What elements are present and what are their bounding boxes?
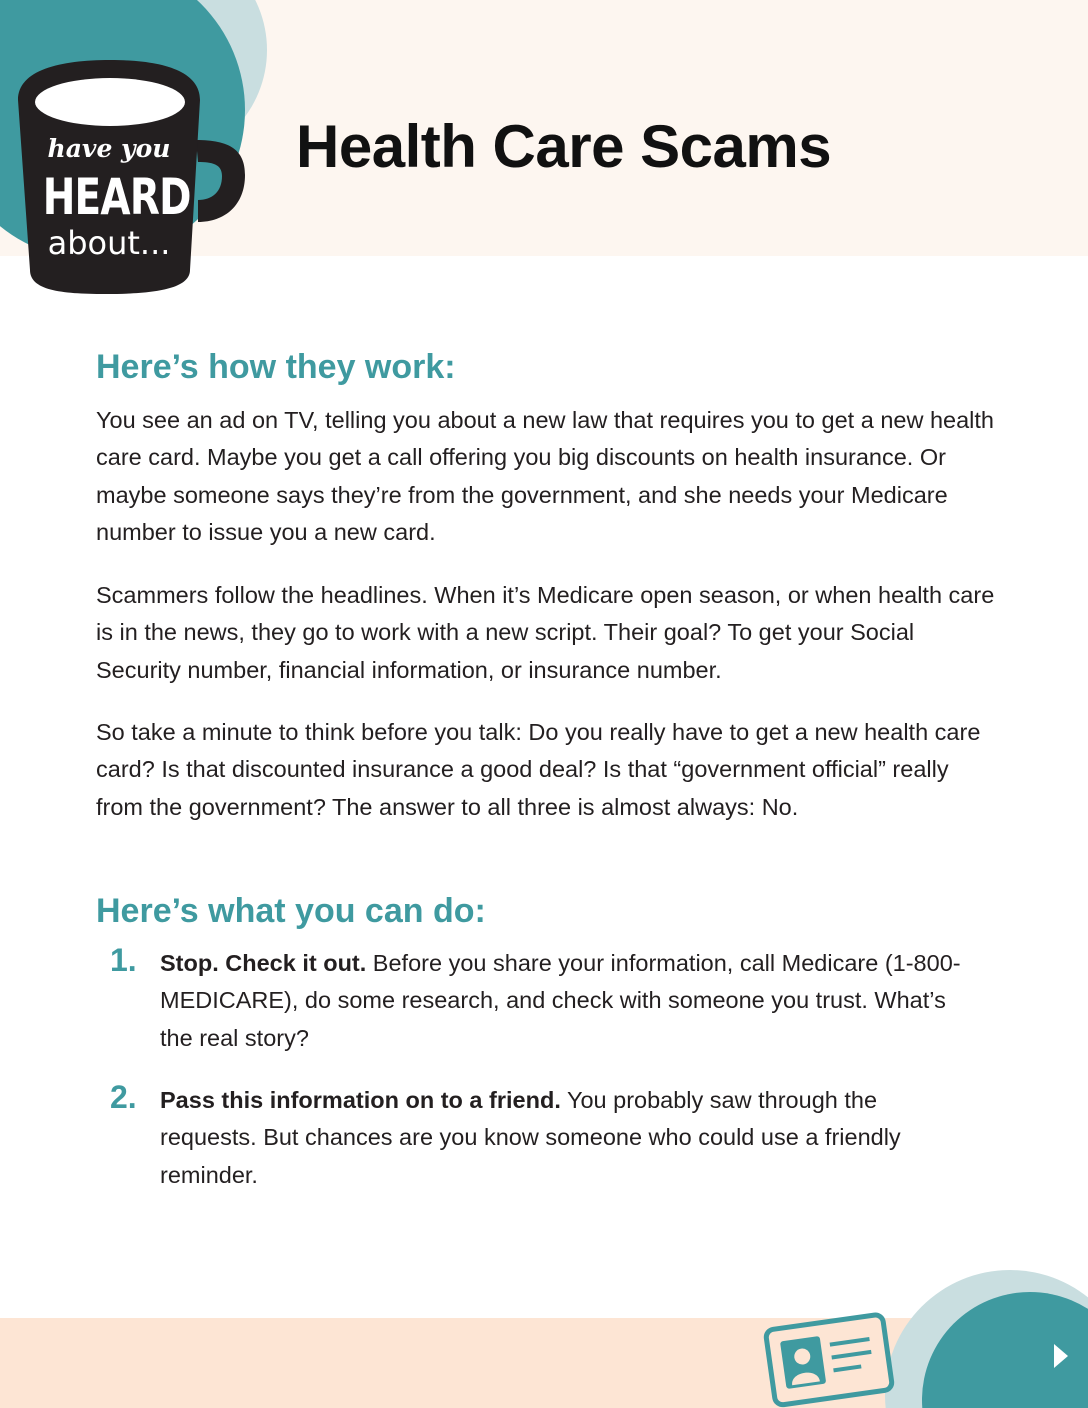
badge-line-heard: HEARD [42,168,191,226]
step-text-1 [160,945,980,1057]
badge-line-have-you: have you [47,134,171,163]
step-lead-2: Pass this information on to a friend. [160,1087,561,1113]
paragraph-1: You see an ad on TV, telling you about a new law that requires you to get a new health care card. Maybe you get a call offering you big discounts on health insurance. Or maybe someone says they’re from the government, and she needs your Medicare number to issue you a new card. [96,407,994,545]
step-body-2: You probably saw through the requests. But chances are you know someone who could use a friendly reminder. [160,1087,901,1188]
next-page-arrow-icon[interactable] [1040,1336,1080,1376]
mug-rim [35,78,185,126]
badge-line-about: about... [47,224,171,262]
step-text-2 [160,1082,980,1194]
page-title: Health Care Scams [296,113,832,180]
section-heading-how-they-work: Here’s how they work: [96,348,456,386]
step-lead-1: Stop. Check it out. [160,950,367,976]
paragraph-2: Scammers follow the headlines. When it’s Medicare open season, or when health care is in the news, they go to work with a new script. Their goal? To get your Social Security number, financial information, or insurance number. [96,582,995,683]
section-heading-what-you-can-do: Here’s what you can do: [96,892,486,930]
paragraph-3: So take a minute to think before you talk: Do you really have to get a new health care card? Is that discounted insurance a good deal? Is that “government official” really from the government? The answer to all three is almost always: No. [96,719,981,820]
step-number-2: 2. [110,1079,137,1115]
step-number-1: 1. [110,942,137,978]
step-body-1: Before you share your information, call Medicare (1-800-MEDICARE), do some research, and check with someone you trust. What’s the real story? [160,950,961,1051]
footer-band [0,1318,1088,1408]
